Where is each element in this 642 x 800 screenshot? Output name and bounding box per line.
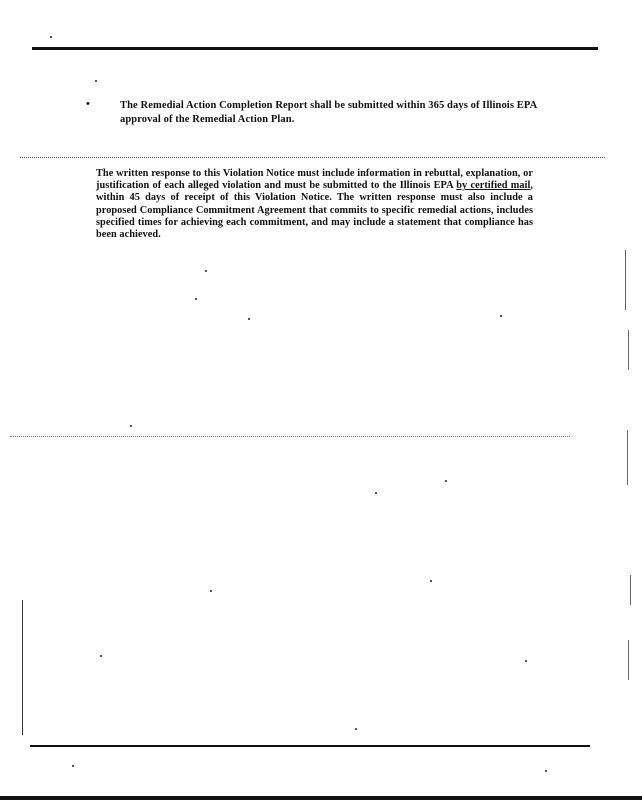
bullet-marker: • bbox=[86, 98, 90, 110]
certified-mail-underlined: by certified mail bbox=[456, 180, 531, 192]
scan-speck bbox=[210, 590, 212, 592]
scan-speck bbox=[445, 480, 447, 482]
scan-speck bbox=[248, 318, 250, 320]
scan-edge-mark bbox=[630, 575, 631, 605]
scan-edge-mark bbox=[627, 430, 628, 485]
scan-speck bbox=[130, 425, 132, 427]
scan-edge-mark bbox=[628, 330, 629, 370]
scan-speck bbox=[100, 655, 102, 657]
scan-edge-mark bbox=[628, 640, 629, 680]
scan-speck bbox=[430, 580, 432, 582]
scan-speck bbox=[195, 298, 197, 300]
bullet-item bbox=[86, 98, 538, 127]
scan-dotted-line-mid bbox=[10, 436, 570, 438]
scan-speck bbox=[95, 80, 97, 82]
paragraph-text-1: The written response to this Violation Notice must include information in rebuttal, explanation, or justification of each alleged violation and must be submitted to the Illinois EPA bbox=[96, 168, 533, 192]
scan-edge-mark bbox=[625, 250, 626, 310]
scan-speck bbox=[72, 765, 74, 767]
top-rule bbox=[32, 47, 598, 50]
footer-rule bbox=[0, 796, 642, 800]
scan-dotted-line bbox=[20, 157, 605, 159]
scan-speck bbox=[375, 492, 377, 494]
scan-speck bbox=[545, 770, 547, 772]
scan-edge-mark bbox=[22, 600, 23, 735]
response-paragraph bbox=[96, 168, 533, 241]
bullet-text: The Remedial Action Completion Report shall be submitted within 365 days of Illinois EPA approval of the Remedial Action Plan. bbox=[120, 100, 537, 125]
scan-speck bbox=[500, 315, 502, 317]
bottom-rule bbox=[30, 745, 590, 747]
scan-speck bbox=[50, 36, 52, 38]
scan-speck bbox=[205, 270, 207, 272]
paragraph-text-2: , within 45 days of receipt of this Violation Notice. The written response must also include a proposed Compliance Commitment Agreement that commits to specific remedial actions, includes specified times for achieving each commitment, and may include a statement that compliance has been achieved. bbox=[96, 180, 533, 241]
scan-speck bbox=[525, 660, 527, 662]
scan-speck bbox=[355, 728, 357, 730]
